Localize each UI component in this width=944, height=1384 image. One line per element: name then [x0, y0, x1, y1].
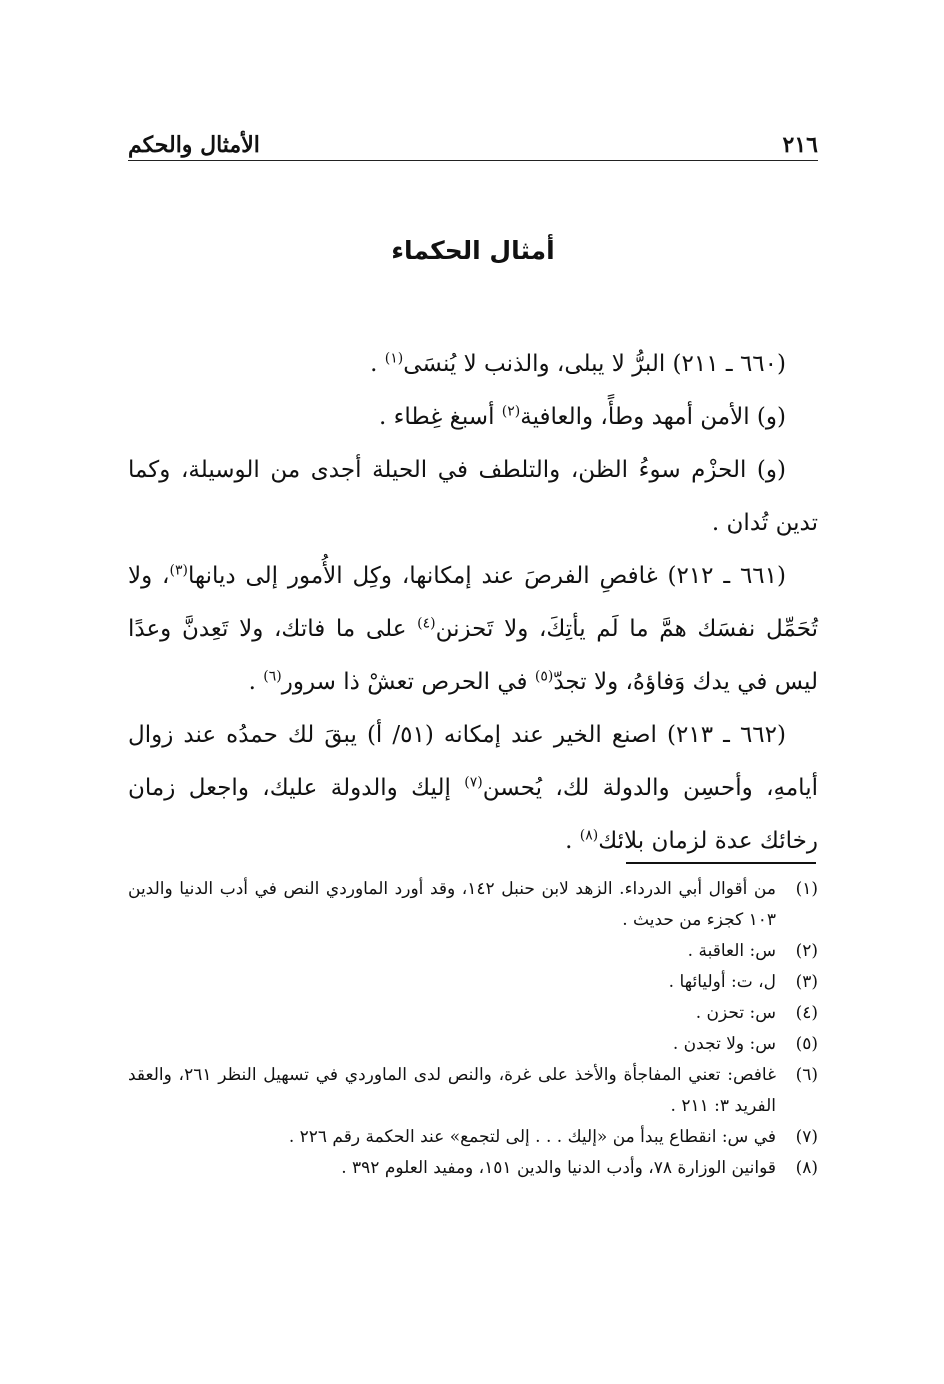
footnote-text: س: ولا تجدن . [672, 1034, 776, 1054]
footnote-text: في س: انقطاع يبدأ من «إليك . . . إلى لتجمع» عند الحكمة رقم ٢٢٦ . [288, 1127, 776, 1147]
footnote-ref: (٧) [464, 774, 483, 791]
footnote [128, 1060, 818, 1122]
footnote-ref: (٢) [501, 403, 521, 420]
paragraph-text: على ما فاتك، ولا تَعِدنَّ وعدًا ليس في يدك وَفاؤهُ، ولا تجدّ [128, 616, 818, 695]
body-text [128, 338, 818, 868]
footnote-text: س: تحزن . [695, 1003, 776, 1023]
footnote-number: (٣) [795, 972, 818, 992]
paragraph [128, 444, 818, 550]
paragraph-text: . [370, 351, 385, 377]
footnote-number: (٥) [795, 1034, 818, 1054]
header-rule [128, 160, 818, 161]
footnote [128, 936, 818, 967]
footnote [128, 1153, 818, 1184]
paragraph [128, 391, 818, 444]
paragraph [128, 338, 818, 391]
paragraph [128, 550, 818, 709]
footnote [128, 1122, 818, 1153]
footnote-number: (٧) [795, 1127, 818, 1147]
running-title: الأمثال والحكم [128, 132, 260, 158]
footnote-rule [626, 862, 816, 864]
footnote-text: ل، ت: أوليائها . [668, 972, 776, 992]
paragraph [128, 709, 818, 868]
paragraph-text: (و) الحزْم سوءُ الظن، والتلطف في الحيلة أجدى من الوسيلة، وكما تدين تُدان . [128, 457, 818, 536]
footnote-number: (٦) [795, 1065, 818, 1085]
footnotes [128, 874, 818, 1184]
paragraph-text: (٦٦٠ ـ ٢١١) البرُّ لا يبلى، والذنب لا يُنسَى [403, 351, 786, 377]
footnote-text: س: العاقبة . [687, 941, 776, 961]
footnote-ref: (٤) [417, 615, 436, 632]
footnote-ref: (٥) [534, 668, 554, 685]
footnote-ref: (٦) [263, 668, 282, 685]
page-number: ٢١٦ [782, 132, 818, 158]
paragraph-text: أسبغ غِطاء . [378, 404, 502, 430]
footnote-ref: (٨) [579, 827, 599, 844]
footnote-text: غافص: تعني المفاجأة والأخذ على غرة، والنص لدى الماوردي في تسهيل النظر ٢٦١، والعقد الفريد ٣: ٢١١ . [128, 1065, 776, 1116]
paragraph-text: في الحرص تعشْ ذا سرور [281, 669, 535, 695]
footnote-text: من أقوال أبي الدرداء. الزهد لابن حنبل ١٤٢، وقد أورد الماوردي النص في أدب الدنيا والدين ١٠٣ كجزء من حديث . [128, 879, 776, 930]
footnote [128, 967, 818, 998]
footnote [128, 998, 818, 1029]
footnote-ref: (١) [384, 350, 404, 367]
footnote-number: (٢) [795, 941, 818, 961]
paragraph-text: . [248, 669, 264, 695]
footnote-number: (٤) [795, 1003, 818, 1023]
paragraph-text: إليك والدولة عليك، واجعل زمان رخائك عدة لزمان بلائك [128, 775, 818, 854]
footnote [128, 874, 818, 936]
section-title: أمثال الحكماء [391, 236, 555, 265]
footnote-text: قوانين الوزارة ٧٨، وأدب الدنيا والدين ١٥١، ومفيد العلوم ٣٩٢ . [341, 1158, 776, 1178]
footnote-number: (١) [795, 879, 818, 899]
footnote-ref: (٣) [169, 562, 188, 579]
paragraph-text: (و) الأمن أمهد وطأً، والعافية [520, 404, 786, 430]
page-header [128, 118, 818, 158]
footnote-number: (٨) [795, 1158, 818, 1178]
paragraph-text: (٦٦١ ـ ٢١٢) غافصِ الفرصَ عند إمكانها، وكِل الأُمور إلى ديانها [187, 563, 786, 589]
paragraph-text: ، ولا تُحَمِّل نفسَك همَّ ما لَم يأتِكَ، ولا تَحزنن [128, 563, 818, 642]
footnote [128, 1029, 818, 1060]
paragraph-text: (٦٦٢ ـ ٢١٣) اصنع الخير عند إمكانه (٥١/ أ) يبقَ لك حمدُه عند زوال أيامهِ، وأحسِن والدولة لك، يُحسن [128, 722, 818, 801]
paragraph-text: . [565, 828, 580, 854]
